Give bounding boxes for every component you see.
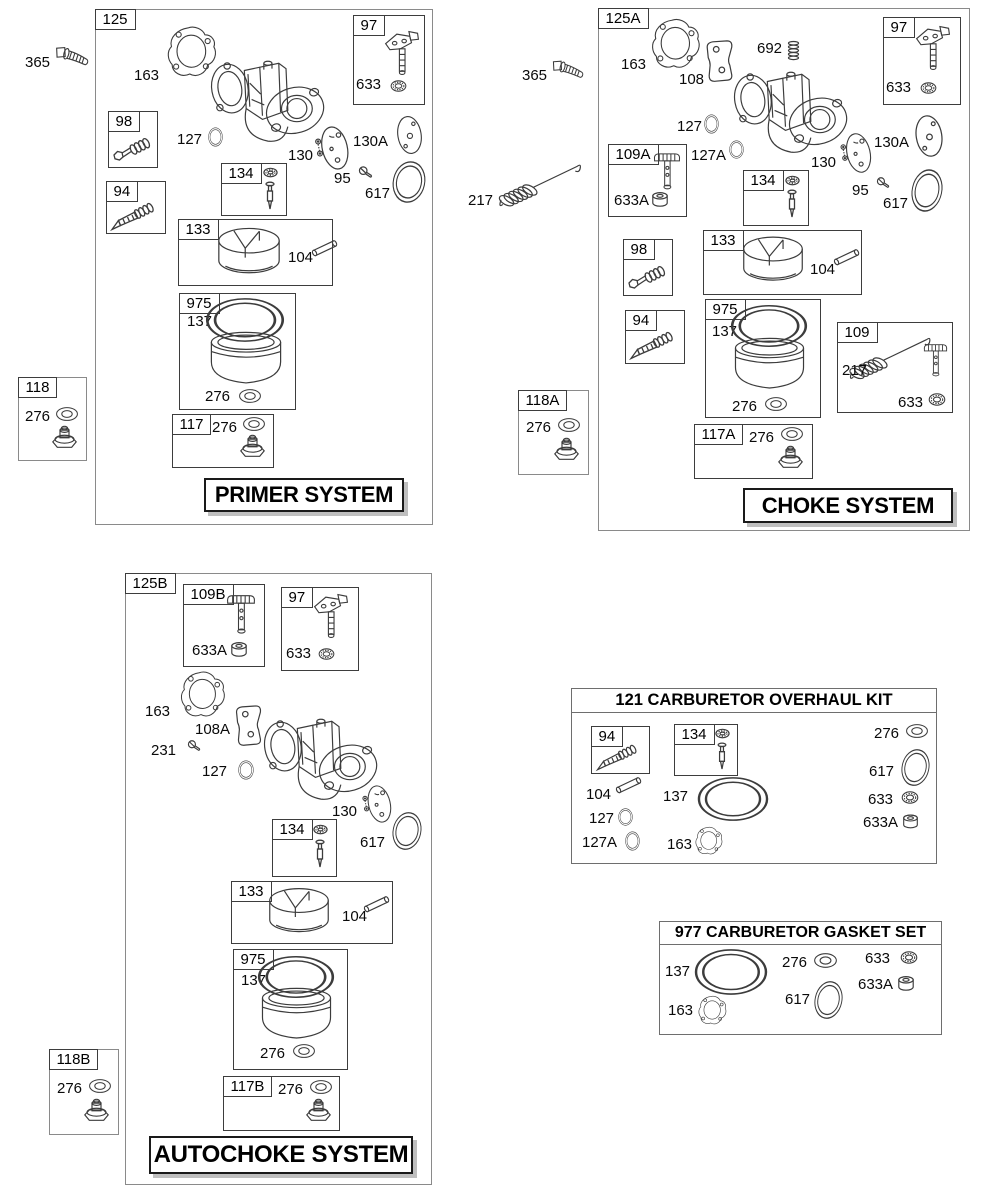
carburetor-body-icon — [729, 67, 851, 163]
label-163: 163 — [621, 56, 647, 73]
bowl-nut-icon — [305, 1096, 332, 1123]
label-137: 137 — [665, 963, 691, 980]
washer-icon — [764, 396, 788, 412]
gasket-icon — [648, 15, 704, 76]
washer-icon — [557, 417, 581, 433]
inlet-seat-icon — [313, 824, 328, 835]
o-ring-icon — [208, 127, 223, 147]
label-276: 276 — [25, 408, 51, 425]
choke-system-box — [598, 8, 970, 531]
throttle-shaft-icon — [312, 591, 350, 643]
label-127A: 127A — [582, 834, 618, 851]
sub-box-tab: 117B — [223, 1076, 273, 1097]
float-icon — [216, 224, 282, 280]
label-163: 163 — [668, 1002, 694, 1019]
label-217: 217 — [842, 362, 868, 379]
gasket-icon — [177, 665, 229, 726]
box-id-tab: 118A — [518, 390, 568, 411]
label-617: 617 — [365, 185, 391, 202]
label-633: 633 — [865, 950, 891, 967]
sub-box-tab: 97 — [883, 17, 916, 38]
sub-box-tab: 98 — [623, 239, 656, 260]
box-118B — [49, 1049, 119, 1135]
throttle-shaft-icon — [383, 28, 421, 80]
seal-cup-icon — [902, 812, 919, 830]
screw-spring-icon — [627, 265, 667, 291]
label-137: 137 — [241, 972, 267, 989]
gasket-set-box — [659, 921, 942, 1035]
bowl-nut-icon — [83, 1096, 110, 1123]
sub-box-tab: 975 — [233, 949, 274, 970]
sub-box-tab: 134 — [743, 170, 784, 191]
sub-box-tab: 975 — [705, 299, 746, 320]
seal-icon — [318, 648, 335, 660]
bowl-gasket-icon — [693, 948, 769, 996]
inlet-seat-icon — [263, 167, 278, 178]
label-633: 633 — [886, 79, 912, 96]
needle-valve-icon — [314, 839, 326, 869]
needle-valve-icon — [264, 181, 276, 211]
sub-box-tab: 133 — [231, 881, 272, 902]
sub-box-tab: 97 — [281, 587, 314, 608]
label-127: 127 — [202, 763, 228, 780]
label-276: 276 — [260, 1045, 286, 1062]
float-pin-icon — [310, 238, 340, 258]
label-95: 95 — [334, 170, 351, 187]
fuel-bowl-icon — [732, 337, 807, 394]
box-id-tab: 125A — [598, 8, 649, 29]
needle-screw-icon — [110, 202, 160, 232]
seal-icon — [390, 80, 407, 92]
sub-box-tab: 134 — [674, 724, 715, 745]
o-ring-icon — [810, 977, 847, 1022]
label-127A: 127A — [691, 147, 727, 164]
label-137: 137 — [663, 788, 689, 805]
label-130A: 130A — [874, 134, 910, 151]
washer-icon — [238, 388, 262, 404]
o-ring-icon — [388, 157, 430, 207]
sub-box-tab: 98 — [108, 111, 141, 132]
label-108A: 108A — [195, 721, 231, 738]
o-ring-icon — [729, 140, 744, 159]
washer-icon — [55, 406, 79, 422]
label-633A: 633A — [863, 814, 899, 831]
o-ring-icon — [704, 114, 719, 134]
label-104: 104 — [288, 249, 314, 266]
o-ring-icon — [238, 760, 254, 780]
label-617: 617 — [360, 834, 386, 851]
label-633A: 633A — [614, 192, 650, 209]
label-137: 137 — [712, 323, 738, 340]
label-276: 276 — [749, 429, 775, 446]
float-pin-icon — [832, 247, 862, 267]
seal-icon — [920, 82, 937, 94]
box-id-tab: 118B — [49, 1049, 99, 1070]
throttle-shaft-icon — [914, 23, 952, 75]
small-screw-icon — [358, 165, 375, 180]
washer-icon — [813, 952, 838, 969]
bowl-nut-icon — [51, 423, 78, 450]
label-130: 130 — [288, 147, 314, 164]
throttle-plate-icon — [313, 123, 351, 173]
sub-box-tab: 94 — [625, 310, 658, 331]
choke-plate-disc-icon — [394, 112, 425, 158]
washer-icon — [88, 1078, 112, 1094]
bolt-icon — [51, 42, 92, 74]
sub-box-tab: 109B — [183, 584, 234, 605]
primer-system-box — [95, 9, 433, 525]
label-127: 127 — [677, 118, 703, 135]
sub-box-tab: 97 — [353, 15, 386, 36]
overhaul-kit-box — [571, 688, 937, 864]
label-130: 130 — [811, 154, 837, 171]
label-108: 108 — [679, 71, 705, 88]
bolt-icon — [548, 55, 587, 87]
label-127: 127 — [589, 810, 615, 827]
sub-box-tab: 109A — [608, 144, 659, 165]
seal-icon — [928, 393, 946, 406]
seal-cup-icon — [651, 190, 669, 208]
seal-icon — [901, 791, 919, 804]
label-633: 633 — [356, 76, 382, 93]
label-617: 617 — [785, 991, 811, 1008]
o-ring-icon — [907, 165, 948, 216]
box-id-tab: 118 — [18, 377, 58, 398]
needle-valve-icon — [786, 189, 798, 219]
bowl-nut-icon — [777, 443, 804, 470]
o-ring-icon — [625, 831, 640, 851]
bowl-gasket-icon — [696, 776, 770, 822]
autochoke-system-box — [125, 573, 432, 1185]
sub-box-tab: 117 — [172, 414, 212, 435]
washer-icon — [905, 723, 929, 739]
box-id-tab: 125 — [95, 9, 136, 30]
label-633: 633 — [286, 645, 312, 662]
label-104: 104 — [342, 908, 368, 925]
label-633A: 633A — [858, 976, 894, 993]
label-633: 633 — [898, 394, 924, 411]
inlet-seat-icon — [715, 728, 730, 739]
sub-box-tab: 133 — [703, 230, 744, 251]
fuel-bowl-icon — [259, 987, 334, 1044]
choke-plate-disc-icon — [912, 113, 946, 159]
choke-shaft-icon — [226, 590, 256, 638]
throttle-plate-icon — [839, 130, 873, 176]
sub-box-tab: 109 — [837, 322, 878, 343]
washer-icon — [292, 1043, 316, 1059]
sub-box-tab: 133 — [178, 219, 219, 240]
needle-valve-icon — [716, 742, 728, 771]
washer-icon — [242, 416, 266, 432]
washer-icon — [309, 1079, 333, 1095]
o-ring-icon — [897, 745, 933, 789]
sub-box-tab: 94 — [106, 181, 139, 202]
label-231: 231 — [151, 742, 177, 759]
label-276: 276 — [874, 725, 900, 742]
label-365: 365 — [25, 54, 51, 71]
bowl-nut-icon — [239, 432, 266, 459]
o-ring-icon — [618, 808, 633, 826]
washer-icon — [780, 426, 804, 442]
label-633: 633 — [868, 791, 894, 808]
autochoke-system-title: AUTOCHOKE SYSTEM — [149, 1136, 413, 1174]
label-104: 104 — [810, 261, 836, 278]
float-pin-icon — [614, 775, 644, 795]
small-screw-icon — [876, 176, 892, 190]
primer-system-title: PRIMER SYSTEM — [204, 478, 404, 512]
label-617: 617 — [869, 763, 895, 780]
small-screw-icon — [187, 739, 203, 753]
label-276: 276 — [526, 419, 552, 436]
label-692: 692 — [757, 40, 783, 57]
o-ring-icon — [388, 808, 426, 853]
seal-cup-icon — [230, 640, 248, 658]
label-276: 276 — [782, 954, 808, 971]
float-icon — [267, 885, 331, 938]
label-276: 276 — [212, 419, 238, 436]
label-617: 617 — [883, 195, 909, 212]
overhaul-kit-title: 121 CARBURETOR OVERHAUL KIT — [572, 689, 936, 713]
spring-icon — [787, 40, 800, 62]
needle-screw-icon — [629, 331, 679, 361]
label-130: 130 — [332, 803, 358, 820]
label-137: 137 — [187, 313, 213, 330]
choke-shaft-icon — [923, 336, 948, 384]
carburetor-body-icon — [206, 56, 328, 152]
gasket-set-title: 977 CARBURETOR GASKET SET — [660, 922, 941, 945]
label-95: 95 — [852, 182, 869, 199]
label-276: 276 — [278, 1081, 304, 1098]
label-365: 365 — [522, 67, 548, 84]
sub-box-tab: 134 — [221, 163, 262, 184]
label-127: 127 — [177, 131, 203, 148]
box-118A — [518, 390, 589, 475]
throttle-plate-icon — [361, 782, 393, 826]
float-icon — [741, 233, 805, 287]
label-163: 163 — [145, 703, 171, 720]
bowl-nut-icon — [553, 435, 580, 462]
box-id-tab: 125B — [125, 573, 176, 594]
label-104: 104 — [586, 786, 612, 803]
label-276: 276 — [205, 388, 231, 405]
choke-spring-icon — [494, 158, 586, 210]
float-pin-icon — [362, 894, 392, 914]
seal-cup-icon — [897, 974, 915, 992]
choke-system-title: CHOKE SYSTEM — [743, 488, 953, 523]
choke-shaft-icon — [653, 148, 681, 194]
label-217: 217 — [468, 192, 494, 209]
inlet-seat-icon — [785, 175, 800, 186]
label-163: 163 — [667, 836, 693, 853]
label-163: 163 — [134, 67, 160, 84]
fuel-bowl-icon — [208, 331, 284, 389]
screw-spring-icon — [112, 137, 152, 163]
needle-screw-icon — [595, 744, 643, 772]
label-276: 276 — [57, 1080, 83, 1097]
sub-box-tab: 94 — [591, 726, 624, 747]
seal-icon — [900, 951, 918, 964]
sub-box-tab: 117A — [694, 424, 744, 445]
gasket-icon — [696, 992, 729, 1030]
sub-box-tab: 975 — [179, 293, 220, 314]
label-130A: 130A — [353, 133, 389, 150]
box-118 — [18, 377, 87, 461]
label-633A: 633A — [192, 642, 228, 659]
label-276: 276 — [732, 398, 758, 415]
gasket-icon — [693, 823, 725, 860]
sub-box-tab: 134 — [272, 819, 313, 840]
